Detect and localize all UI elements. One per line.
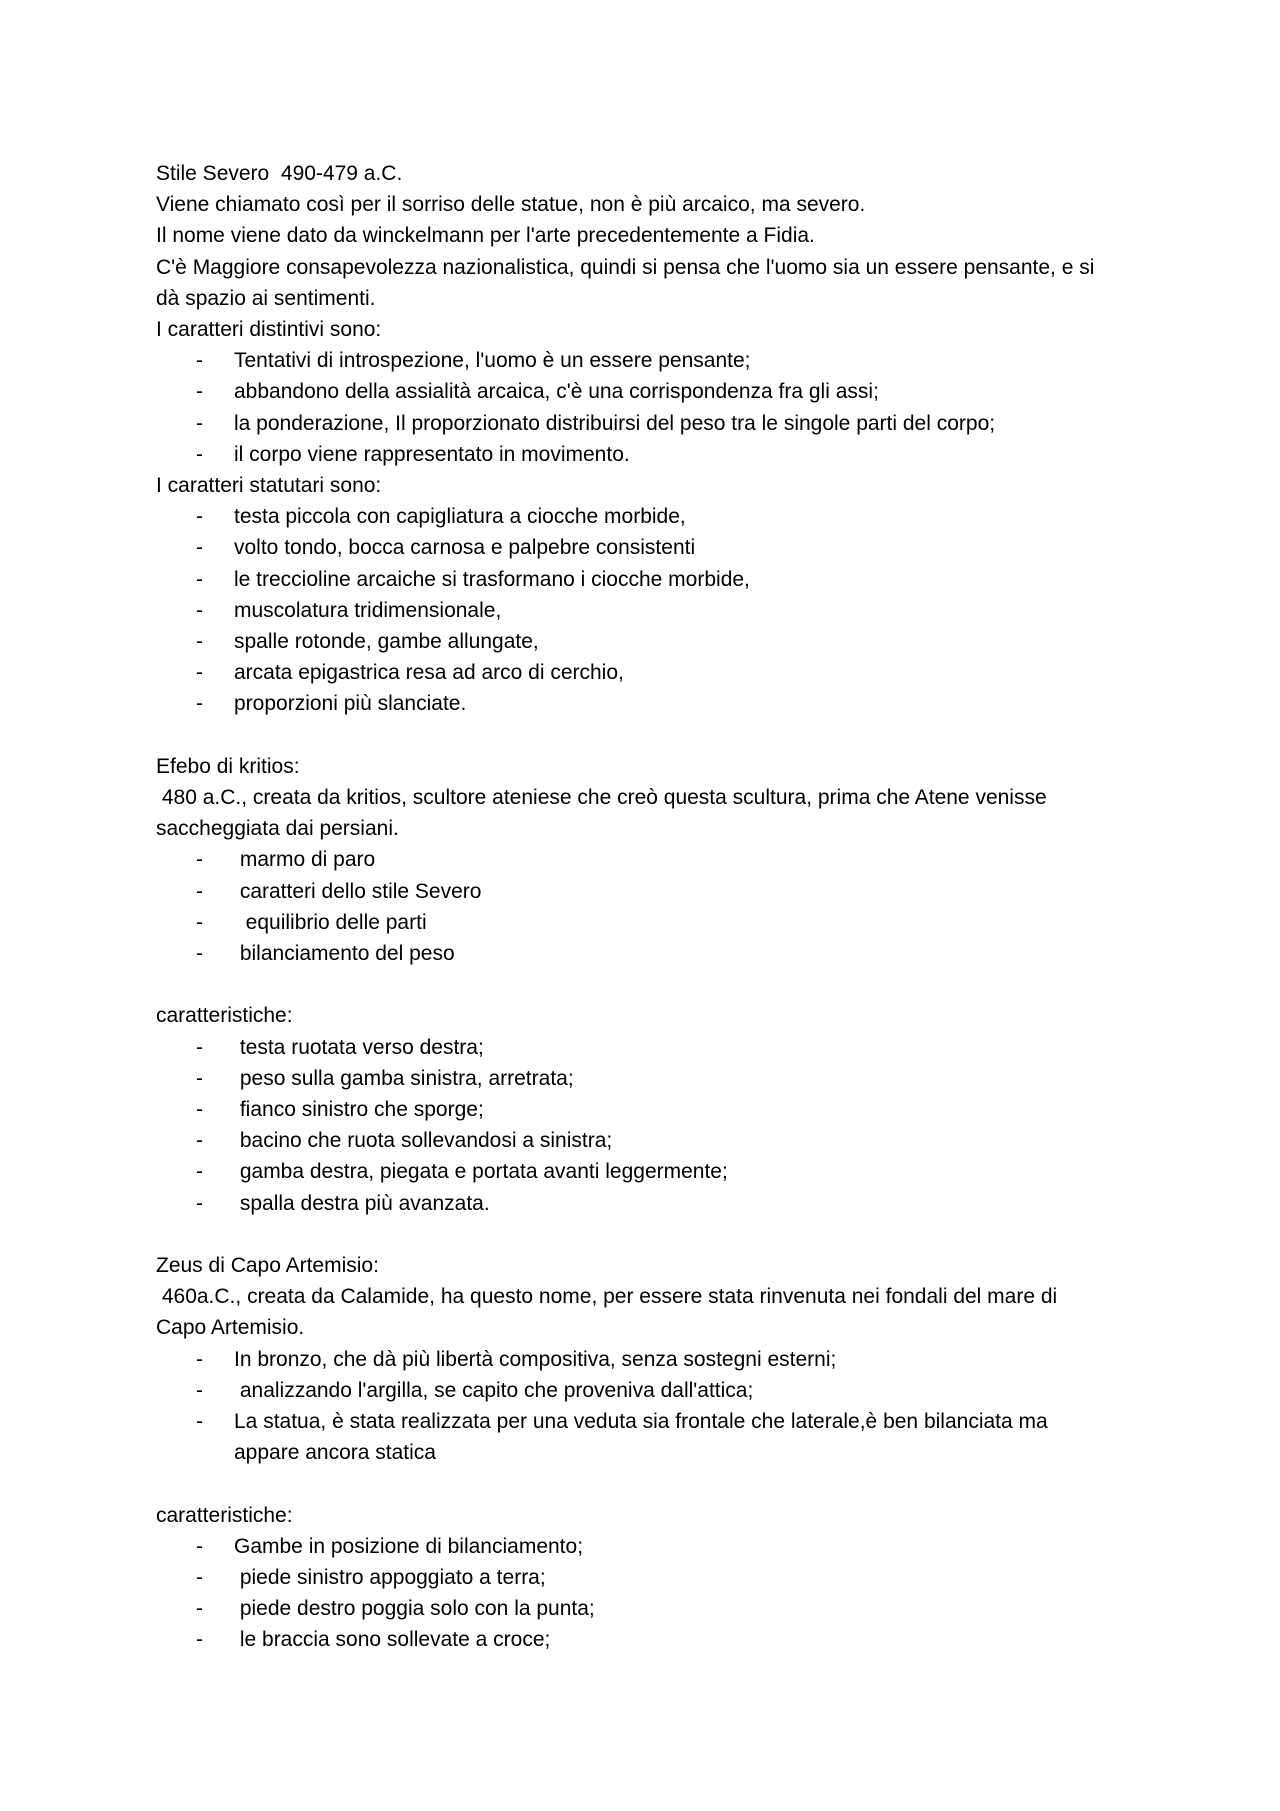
list-item: - testa piccola con capigliatura a ciocche morbide, xyxy=(156,501,1136,532)
spacer xyxy=(156,1219,1136,1250)
dash-bullet-icon: - xyxy=(196,1191,203,1215)
dash-bullet-icon: - xyxy=(196,848,203,872)
paragraph: C'è Maggiore consapevolezza nazionalistica, quindi si pensa che l'uomo sia un essere pensante, e si dà spazio ai sentimenti. xyxy=(156,255,1095,310)
list-item: - fianco sinistro che sporge; xyxy=(156,1094,1136,1125)
list-item: - La statua, è stata realizzata per una veduta sia frontale che laterale,è ben bilanciata ma appare ancora statica xyxy=(156,1406,1136,1468)
bullet-list-zeus-caratteristiche xyxy=(156,1531,1136,1656)
list-item: - analizzando l'argilla, se capito che proveniva dall'attica; xyxy=(156,1375,1136,1406)
dash-bullet-icon: - xyxy=(196,910,203,934)
list-item: - equilibrio delle parti xyxy=(156,907,1136,938)
section-title-zeus-di-capo-artemisio: Zeus di Capo Artemisio: xyxy=(156,1254,379,1278)
dash-bullet-icon: - xyxy=(196,1597,203,1621)
bullet-list-statutari xyxy=(156,501,1136,719)
list-item: - caratteri dello stile Severo xyxy=(156,876,1136,907)
list-item: - le treccioline arcaiche si trasformano i ciocche morbide, xyxy=(156,564,1136,595)
list-item: - il corpo viene rappresentato in movimento. xyxy=(156,439,1136,470)
dash-bullet-icon: - xyxy=(196,442,203,466)
bullet-list-zeus xyxy=(156,1344,1136,1469)
dash-bullet-icon: - xyxy=(196,349,203,373)
dash-bullet-icon: - xyxy=(196,411,203,435)
paragraph: Viene chiamato così per il sorriso delle statue, non è più arcaico, ma severo. xyxy=(156,193,866,217)
list-item: - bacino che ruota sollevandosi a sinistra; xyxy=(156,1125,1136,1156)
list-item: - peso sulla gamba sinistra, arretrata; xyxy=(156,1063,1136,1094)
list-item: - piede destro poggia solo con la punta; xyxy=(156,1593,1136,1624)
paragraph: 460a.C., creata da Calamide, ha questo nome, per essere stata rinvenuta nei fondali del mare di Capo Artemisio. xyxy=(156,1285,1064,1340)
dash-bullet-icon: - xyxy=(196,630,203,654)
dash-bullet-icon: - xyxy=(196,1566,203,1590)
dash-bullet-icon: - xyxy=(196,567,203,591)
list-item: - marmo di paro xyxy=(156,844,1136,875)
dash-bullet-icon: - xyxy=(196,380,203,404)
list-item: - le braccia sono sollevate a croce; xyxy=(156,1624,1136,1655)
paragraph: Il nome viene dato da winckelmann per l'arte precedentemente a Fidia. xyxy=(156,224,815,248)
dash-bullet-icon: - xyxy=(196,1160,203,1184)
spacer xyxy=(156,1468,1136,1499)
dash-bullet-icon: - xyxy=(196,536,203,560)
dash-bullet-icon: - xyxy=(196,598,203,622)
list-item: - spalle rotonde, gambe allungate, xyxy=(156,626,1136,657)
section-title-stile-severo: Stile Severo 490-479 a.C. xyxy=(156,162,403,185)
list-item: - arcata epigastrica resa ad arco di cerchio, xyxy=(156,657,1136,688)
dash-bullet-icon: - xyxy=(196,1066,203,1090)
paragraph: 480 a.C., creata da kritios, scultore ateniese che creò questa scultura, prima che Atene venisse saccheggiata dai persiani. xyxy=(156,786,1053,841)
list-item: - Gambe in posizione di bilanciamento; xyxy=(156,1531,1136,1562)
dash-bullet-icon: - xyxy=(196,505,203,529)
spacer xyxy=(156,720,1136,751)
dash-bullet-icon: - xyxy=(196,1534,203,1558)
dash-bullet-icon: - xyxy=(196,1410,203,1434)
list-heading: caratteristiche: xyxy=(156,1004,293,1028)
dash-bullet-icon: - xyxy=(196,1129,203,1153)
list-item: - testa ruotata verso destra; xyxy=(156,1032,1136,1063)
bullet-list-efebo xyxy=(156,844,1136,969)
section-title-efebo-di-kritios: Efebo di kritios: xyxy=(156,754,300,778)
list-item: - volto tondo, bocca carnosa e palpebre consistenti xyxy=(156,532,1136,563)
dash-bullet-icon: - xyxy=(196,1378,203,1402)
dash-bullet-icon: - xyxy=(196,942,203,966)
list-item: - la ponderazione, Il proporzionato distribuirsi del peso tra le singole parti del corpo; xyxy=(156,408,1136,439)
bullet-list-distintivi xyxy=(156,345,1136,470)
list-item: - piede sinistro appoggiato a terra; xyxy=(156,1562,1136,1593)
list-item: - Tentativi di introspezione, l'uomo è un essere pensante; xyxy=(156,345,1136,376)
dash-bullet-icon: - xyxy=(196,1098,203,1122)
list-item: - bilanciamento del peso xyxy=(156,938,1136,969)
dash-bullet-icon: - xyxy=(196,879,203,903)
list-item: - muscolatura tridimensionale, xyxy=(156,595,1136,626)
list-item: - abbandono della assialità arcaica, c'è una corrispondenza fra gli assi; xyxy=(156,376,1136,407)
list-heading: I caratteri distintivi sono: xyxy=(156,318,382,342)
dash-bullet-icon: - xyxy=(196,661,203,685)
list-item: - proporzioni più slanciate. xyxy=(156,688,1136,719)
document-page xyxy=(156,158,1136,1656)
list-item: - gamba destra, piegata e portata avanti leggermente; xyxy=(156,1156,1136,1187)
dash-bullet-icon: - xyxy=(196,692,203,716)
spacer xyxy=(156,969,1136,1000)
list-heading: caratteristiche: xyxy=(156,1503,293,1527)
bullet-list-efebo-caratteristiche xyxy=(156,1032,1136,1219)
dash-bullet-icon: - xyxy=(196,1628,203,1652)
dash-bullet-icon: - xyxy=(196,1347,203,1371)
list-item: - spalla destra più avanzata. xyxy=(156,1188,1136,1219)
dash-bullet-icon: - xyxy=(196,1035,203,1059)
list-item: - In bronzo, che dà più libertà compositiva, senza sostegni esterni; xyxy=(156,1344,1136,1375)
list-heading: I caratteri statutari sono: xyxy=(156,474,382,498)
